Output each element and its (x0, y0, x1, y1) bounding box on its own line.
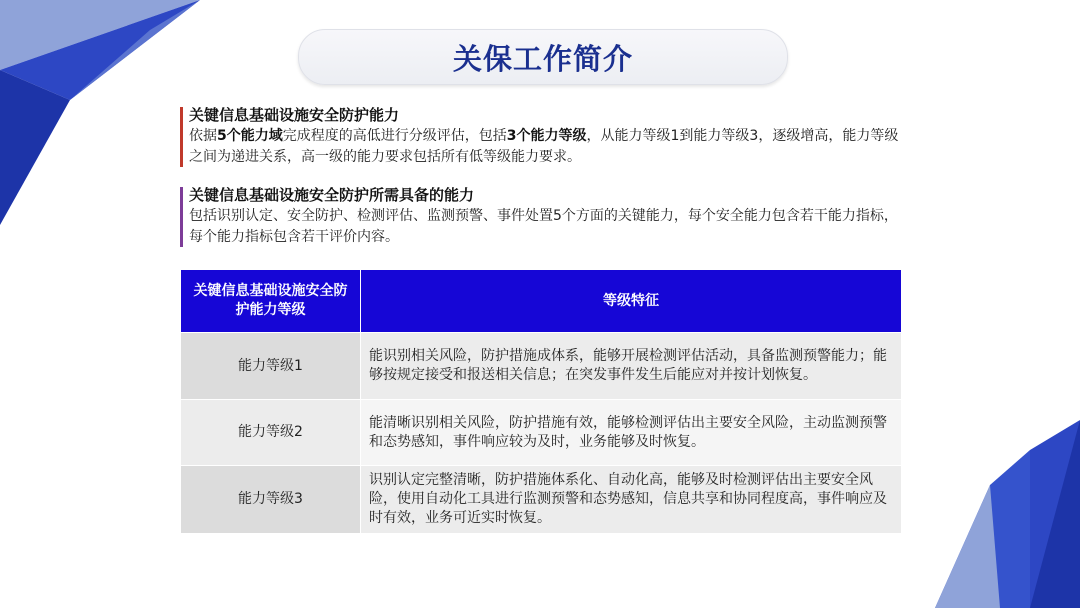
section-text: 包括识别认定、安全防护、检测评估、监测预警、事件处置5个方面的关键能力，每个安全能力包含若干能力指标，每个能力指标包含若干评价内容。 (189, 208, 898, 245)
bottom-right-triangles (935, 420, 1080, 608)
level-cell: 能力等级3 (181, 466, 361, 534)
feature-cell: 能清晰识别相关风险，防护措施有效，能够检测评估出主要安全风险，主动监测预警和态势感知，事件响应较为及时，业务能够及时恢复。 (361, 400, 902, 466)
level-cell: 能力等级2 (181, 400, 361, 466)
section-required-capability (180, 185, 900, 248)
table-row (181, 333, 902, 400)
feature-cell: 能识别相关风险，防护措施成体系，能够开展检测评估活动，具备监测预警能力；能够按规定接受和报送相关信息；在突发事件发生后能应对并按计划恢复。 (361, 333, 902, 400)
page-title: 关保工作简介 (452, 41, 633, 76)
feature-cell: 识别认定完整清晰，防护措施体系化、自动化高，能够及时检测评估出主要安全风险，使用自动化工具进行监测预警和态势感知，信息共享和协同程度高，事件响应及时有效，业务可近实时恢复。 (361, 466, 902, 534)
section-accent-bar (180, 187, 183, 247)
table-header-cell: 等级特征 (361, 270, 902, 333)
bold-highlight: 5个能力域 (217, 128, 283, 144)
table-row (181, 466, 902, 534)
level-cell: 能力等级1 (181, 333, 361, 400)
top-left-triangles (0, 0, 200, 225)
section-heading: 关键信息基础设施安全防护所需具备的能力 (189, 186, 475, 204)
section-text: 依据5个能力域完成程度的高低进行分级评估，包括3个能力等级，从能力等级1到能力等级3，逐级增高，能力等级之间为递进关系，高一级的能力要求包括所有低等级能力要求。 (189, 128, 899, 165)
section-heading: 关键信息基础设施安全防护能力 (189, 106, 400, 124)
table-row (181, 400, 902, 466)
section-protection-capability (180, 105, 900, 168)
bold-highlight: 3个能力等级 (506, 128, 587, 144)
section-accent-bar (180, 107, 183, 167)
table-header-cell: 关键信息基础设施安全防护能力等级 (181, 270, 361, 333)
table-header-row (181, 270, 902, 333)
title-banner (298, 29, 788, 85)
capability-level-table (180, 269, 902, 534)
